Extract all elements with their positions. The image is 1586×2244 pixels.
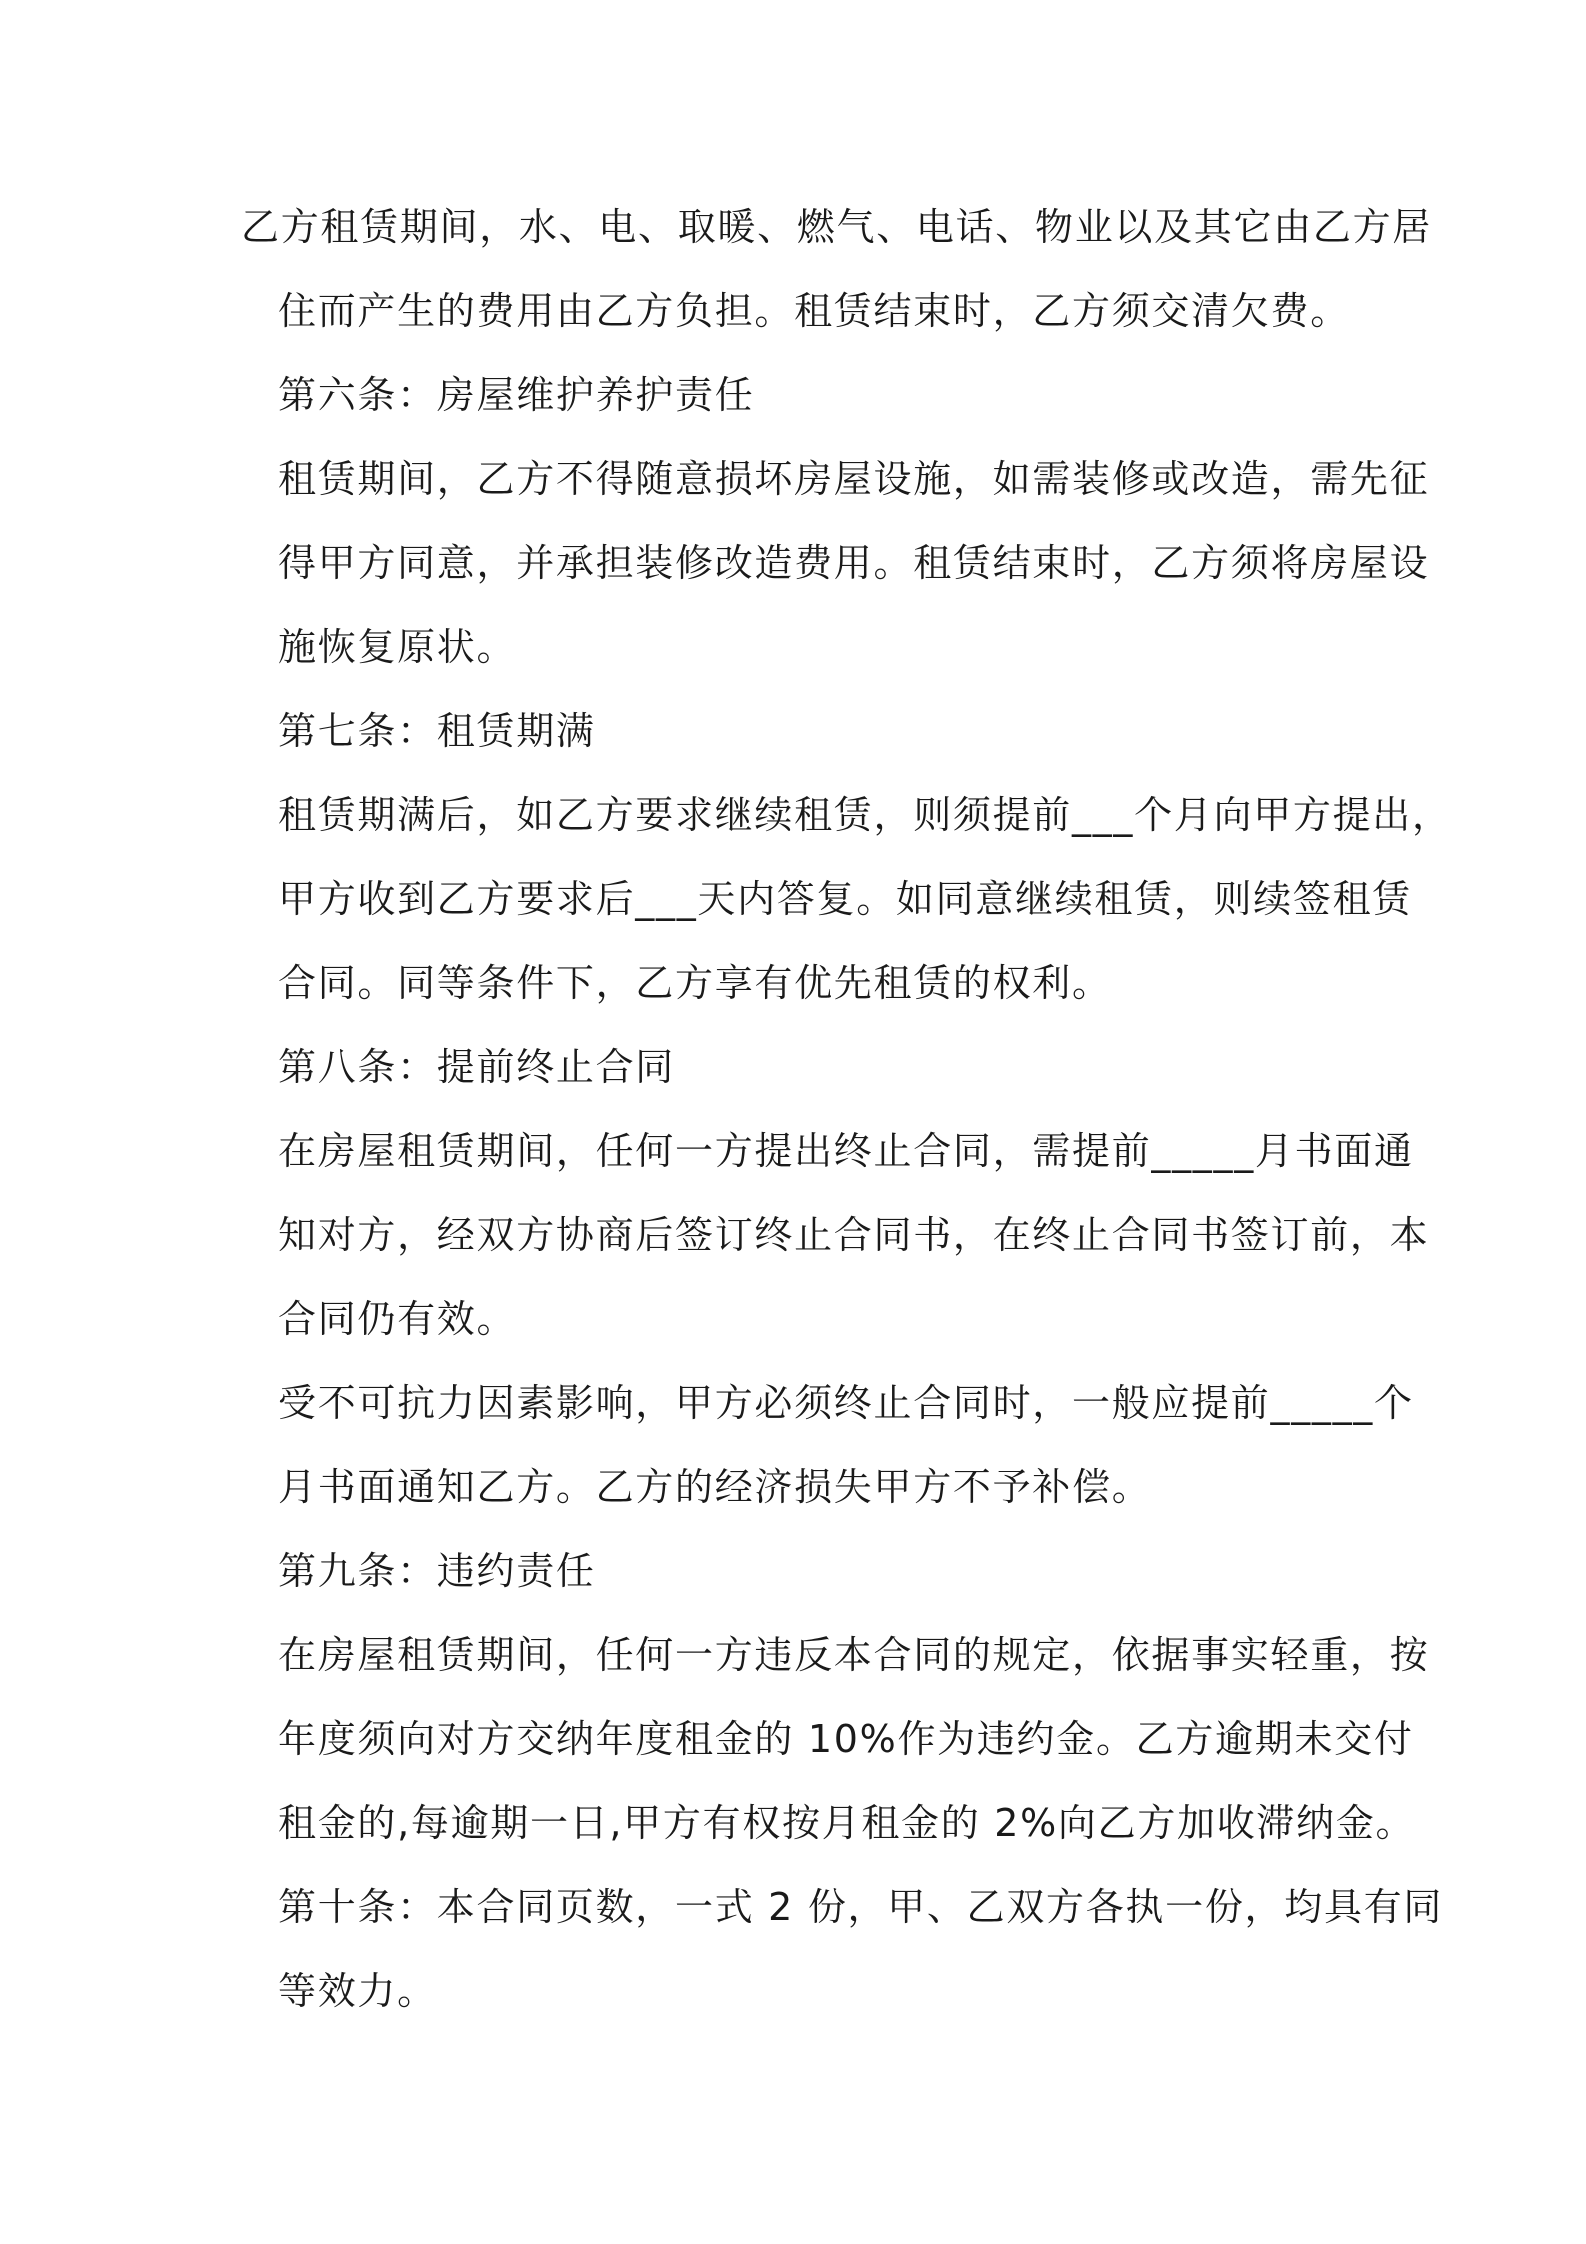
section-heading: 第八条：提前终止合同 [278,1045,676,1089]
text-line: 合同仍有效。 [278,1297,517,1341]
text-line: 租赁期满后，如乙方要求继续租赁，则须提前___个月向甲方提出， [278,793,1452,837]
section-heading: 第九条：违约责任 [278,1549,596,1593]
section-heading: 第十条：本合同页数，一式 2 份，甲、乙双方各执一份，均具有同 [278,1885,1444,1929]
text-line: 租金的,每逾期一日,甲方有权按月租金的 2%向乙方加收滞纳金。 [278,1801,1416,1845]
text-line: 在房屋租赁期间，任何一方违反本合同的规定，依据事实轻重，按 [278,1633,1430,1677]
text-line: 施恢复原状。 [278,625,517,669]
section-heading: 第七条：租赁期满 [278,709,596,753]
text-line: 乙方租赁期间，水、电、取暖、燃气、电话、物业以及其它由乙方居 [241,205,1433,249]
section-heading: 第六条：房屋维护养护责任 [278,373,755,417]
text-line: 合同。同等条件下，乙方享有优先租赁的权利。 [278,961,1112,1005]
text-line: 住而产生的费用由乙方负担。租赁结束时，乙方须交清欠费。 [278,289,1350,333]
text-line: 甲方收到乙方要求后___天内答复。如同意继续租赁，则续签租赁 [278,877,1413,921]
text-line: 年度须向对方交纳年度租金的 10%作为违约金。乙方逾期未交付 [278,1717,1414,1761]
text-line: 在房屋租赁期间，任何一方提出终止合同，需提前_____月书面通 [278,1129,1414,1173]
text-line: 月书面通知乙方。乙方的经济损失甲方不予补偿。 [278,1465,1152,1509]
text-line: 受不可抗力因素影响，甲方必须终止合同时，一般应提前_____个 [278,1381,1414,1425]
text-line: 得甲方同意，并承担装修改造费用。租赁结束时，乙方须将房屋设 [278,541,1430,585]
text-line: 租赁期间，乙方不得随意损坏房屋设施，如需装修或改造，需先征 [278,457,1430,501]
text-line: 知对方，经双方协商后签订终止合同书，在终止合同书签订前，本 [278,1213,1430,1257]
text-line: 等效力。 [278,1969,437,2013]
